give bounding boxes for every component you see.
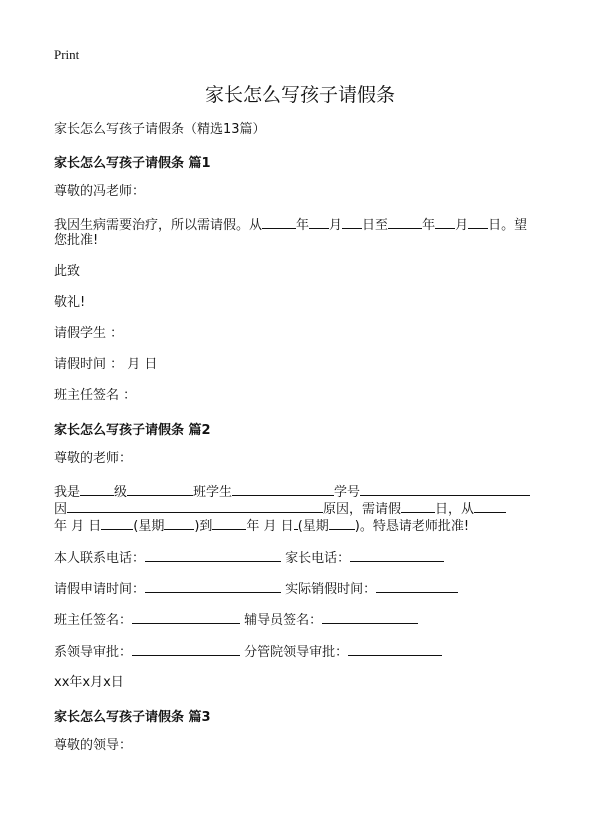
- teacher-sign-label: 班主任签名 ：: [54, 388, 137, 403]
- blank: [212, 516, 246, 530]
- month-text: 月: [329, 218, 343, 233]
- blank: [468, 215, 488, 229]
- blank: [342, 215, 362, 229]
- body-continued: 您批准!: [54, 233, 99, 248]
- text: 因: [54, 502, 68, 517]
- text: 原因，需请假: [323, 502, 402, 517]
- year-text: 年: [296, 218, 310, 233]
- phone-label: 本人联系电话：: [54, 551, 146, 566]
- actual-time-label: 实际销假时间：: [285, 582, 377, 597]
- body-text: 我因生病需要治疗，所以需请假。从: [54, 218, 263, 233]
- blank: [388, 215, 422, 229]
- student-id-blank: [360, 482, 530, 496]
- section-heading-3: 家长怎么写孩子请假条 篇3: [54, 710, 211, 725]
- weekday-blank: [164, 516, 194, 530]
- phone-line: [54, 548, 444, 567]
- subtitle: 家长怎么写孩子请假条（精选13篇）: [54, 122, 266, 137]
- parent-phone-blank: [350, 548, 444, 562]
- text: (星期: [297, 519, 329, 534]
- dept-blank: [132, 642, 240, 656]
- blank: [309, 215, 329, 229]
- section-heading-2: 家长怎么写孩子请假条 篇2: [54, 423, 211, 438]
- text: 学号: [334, 485, 361, 500]
- text: )到: [194, 519, 213, 534]
- branch-blank: [348, 642, 442, 656]
- counselor-sign-blank: [322, 610, 418, 624]
- teacher-sign-label: 班主任签名：: [54, 613, 133, 628]
- date-text: xx年x月x日: [54, 675, 124, 690]
- text: )。特恳请老师批准!: [354, 519, 470, 534]
- text: 年 月 日: [246, 519, 294, 534]
- date-range-line: [54, 516, 469, 535]
- print-label[interactable]: Print: [54, 47, 80, 62]
- apply-time-blank: [145, 579, 281, 593]
- section-heading-1: 家长怎么写孩子请假条 篇1: [54, 156, 211, 171]
- teacher-sign-blank: [132, 610, 240, 624]
- dept-label: 系领导审批：: [54, 645, 133, 660]
- text: 班学生: [193, 485, 233, 500]
- leave-request-line: [54, 215, 527, 234]
- phone-blank: [145, 548, 281, 562]
- blank: [262, 215, 296, 229]
- month-text: 月: [455, 218, 469, 233]
- grade-blank: [80, 482, 114, 496]
- class-blank: [127, 482, 193, 496]
- branch-label: 分管院领导审批：: [244, 645, 349, 660]
- sign-line: [54, 610, 418, 629]
- approval-line: [54, 642, 442, 661]
- text: 日，从: [435, 502, 475, 517]
- blank: [435, 215, 455, 229]
- apply-time-label: 请假申请时间：: [54, 582, 146, 597]
- blank: [101, 516, 133, 530]
- parent-phone-label: 家长电话：: [285, 551, 351, 566]
- salutation: 此致: [54, 264, 81, 279]
- greeting-2: 尊敬的老师：: [54, 451, 133, 466]
- text: 年 月 日: [54, 519, 102, 534]
- days-blank: [401, 499, 435, 513]
- from-blank: [474, 499, 506, 513]
- student-label: 请假学生 ：: [54, 326, 124, 341]
- weekday-blank: [329, 516, 355, 530]
- year-text: 年: [422, 218, 436, 233]
- page-title: 家长怎么写孩子请假条: [204, 84, 395, 106]
- reason-blank: [67, 499, 323, 513]
- greeting-1: 尊敬的冯老师：: [54, 184, 146, 199]
- greeting-3: 尊敬的领导：: [54, 738, 133, 753]
- text: 级: [114, 485, 128, 500]
- text: 我是: [54, 485, 81, 500]
- time-line: [54, 579, 458, 598]
- leave-time-label: 请假时间 ： 月 日: [54, 357, 158, 372]
- counselor-sign-label: 辅导员签名：: [244, 613, 323, 628]
- name-blank: [232, 482, 334, 496]
- respect-text: 敬礼!: [54, 295, 86, 310]
- day-end-text: 日。望: [488, 218, 528, 233]
- actual-time-blank: [376, 579, 458, 593]
- text: (星期: [133, 519, 165, 534]
- day-to-text: 日至: [362, 218, 389, 233]
